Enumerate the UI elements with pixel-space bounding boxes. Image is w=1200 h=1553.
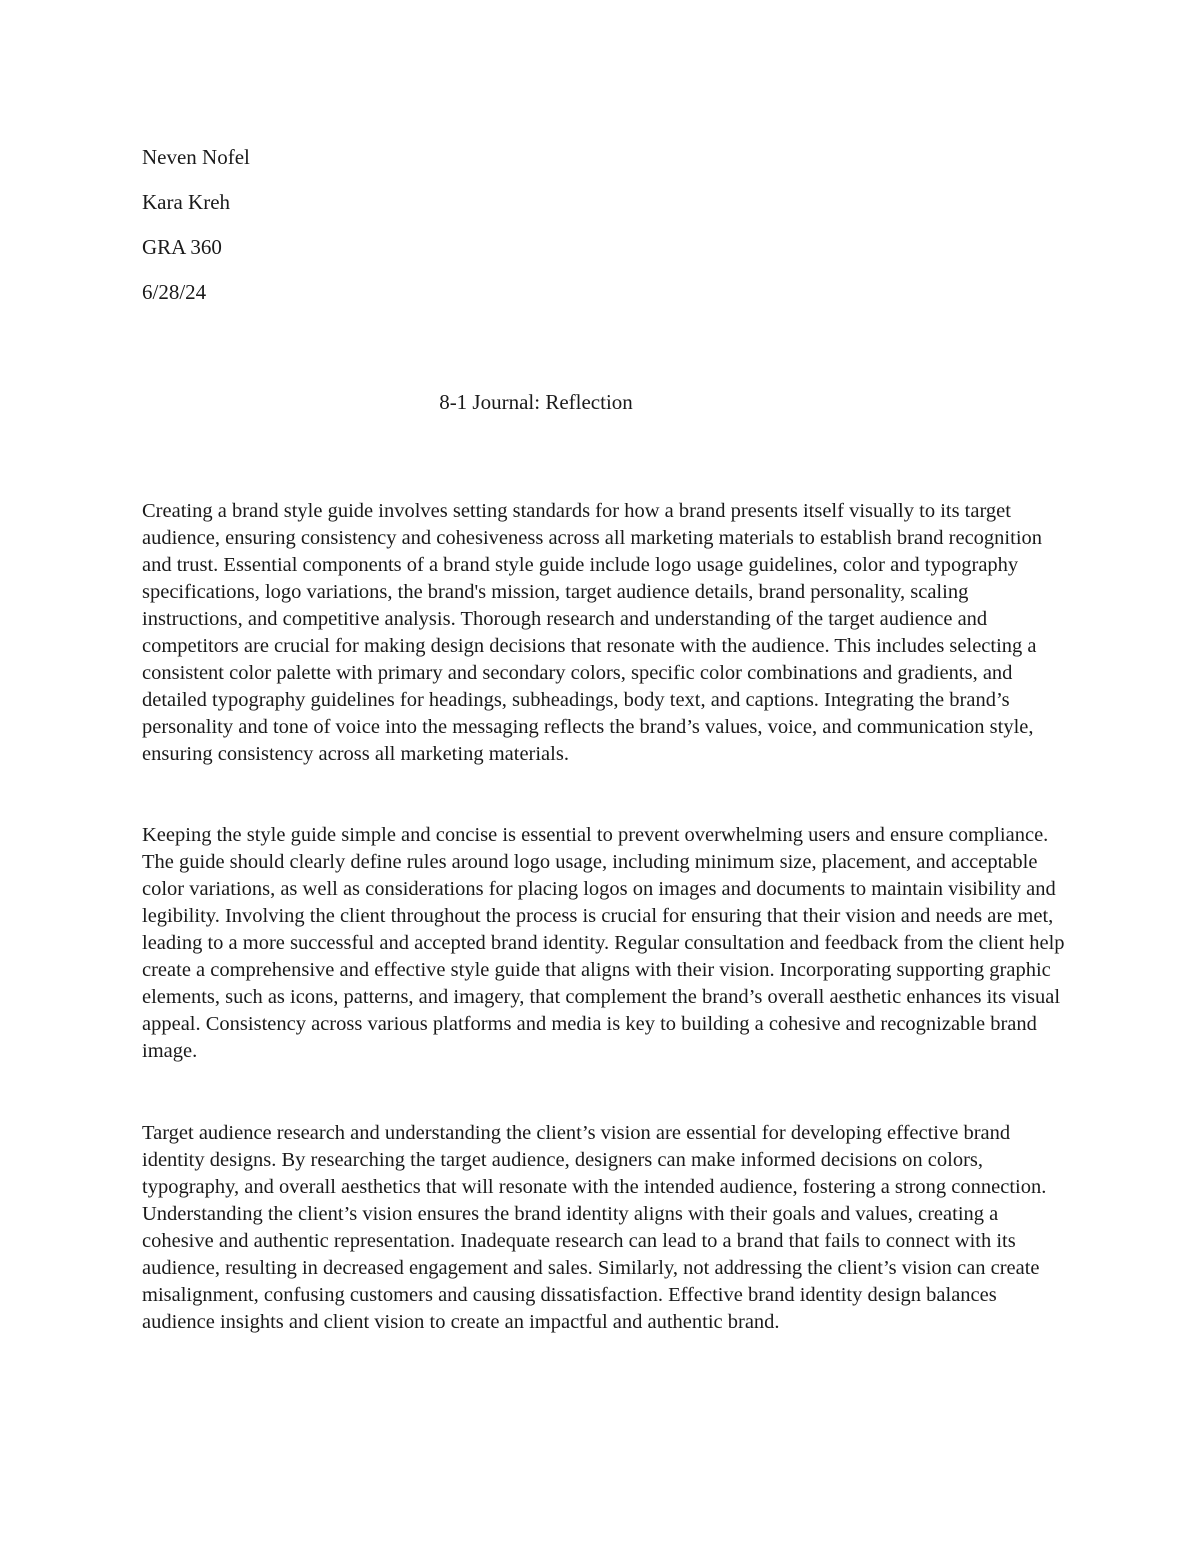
document-date: 6/28/24 [142, 280, 207, 304]
student-name: Neven Nofel [142, 145, 250, 169]
instructor-name: Kara Kreh [142, 190, 231, 214]
document-title: 8-1 Journal: Reflection [439, 390, 633, 414]
paragraph-2: Keeping the style guide simple and concise is essential to prevent overwhelming users and ensure compliance. The guide should clearly define rules around logo usage, including minimum size, placement, and acceptable color variations, as well as considerations for placing logos on images and documents to maintain visibility and legibility. Involving the client throughout the process is crucial for ensuring that their vision and needs are met, leading to a more successful and accepted brand identity. Regular consultation and feedback from the client help create a comprehensive and effective style guide that aligns with their vision. Incorporating supporting graphic elements, such as icons, patterns, and imagery, that complement the brand’s overall aesthetic enhances its visual appeal. Consistency across various platforms and media is key to building a cohesive and recognizable brand image. [142, 824, 1065, 1062]
paragraph-3: Target audience research and understanding the client’s vision are essential for developing effective brand identity designs. By researching the target audience, designers can make informed decisions on colors, typography, and overall aesthetics that will resonate with the intended audience, fostering a strong connection. Understanding the client’s vision ensures the brand identity aligns with their goals and values, creating a cohesive and authentic representation. Inadequate research can lead to a brand that fails to connect with its audience, resulting in decreased engagement and sales. Similarly, not addressing the client’s vision can create misalignment, confusing customers and causing dissatisfaction. Effective brand identity design balances audience insights and client vision to create an impactful and authentic brand. [142, 1122, 1047, 1333]
paragraph-1: Creating a brand style guide involves setting standards for how a brand presents itself visually to its target audience, ensuring consistency and cohesiveness across all marketing materials to establish brand recognition and trust. Essential components of a brand style guide include logo usage guidelines, color and typography specifications, logo variations, the brand's mission, target audience details, brand personality, scaling instructions, and competitive analysis. Thorough research and understanding of the target audience and competitors are crucial for making design decisions that resonate with the audience. This includes selecting a consistent color palette with primary and secondary colors, specific color combinations and gradients, and detailed typography guidelines for headings, subheadings, body text, and captions. Integrating the brand’s personality and tone of voice into the messaging reflects the brand’s values, voice, and communication style, ensuring consistency across all marketing materials. [142, 500, 1043, 765]
course-code: GRA 360 [142, 235, 222, 259]
